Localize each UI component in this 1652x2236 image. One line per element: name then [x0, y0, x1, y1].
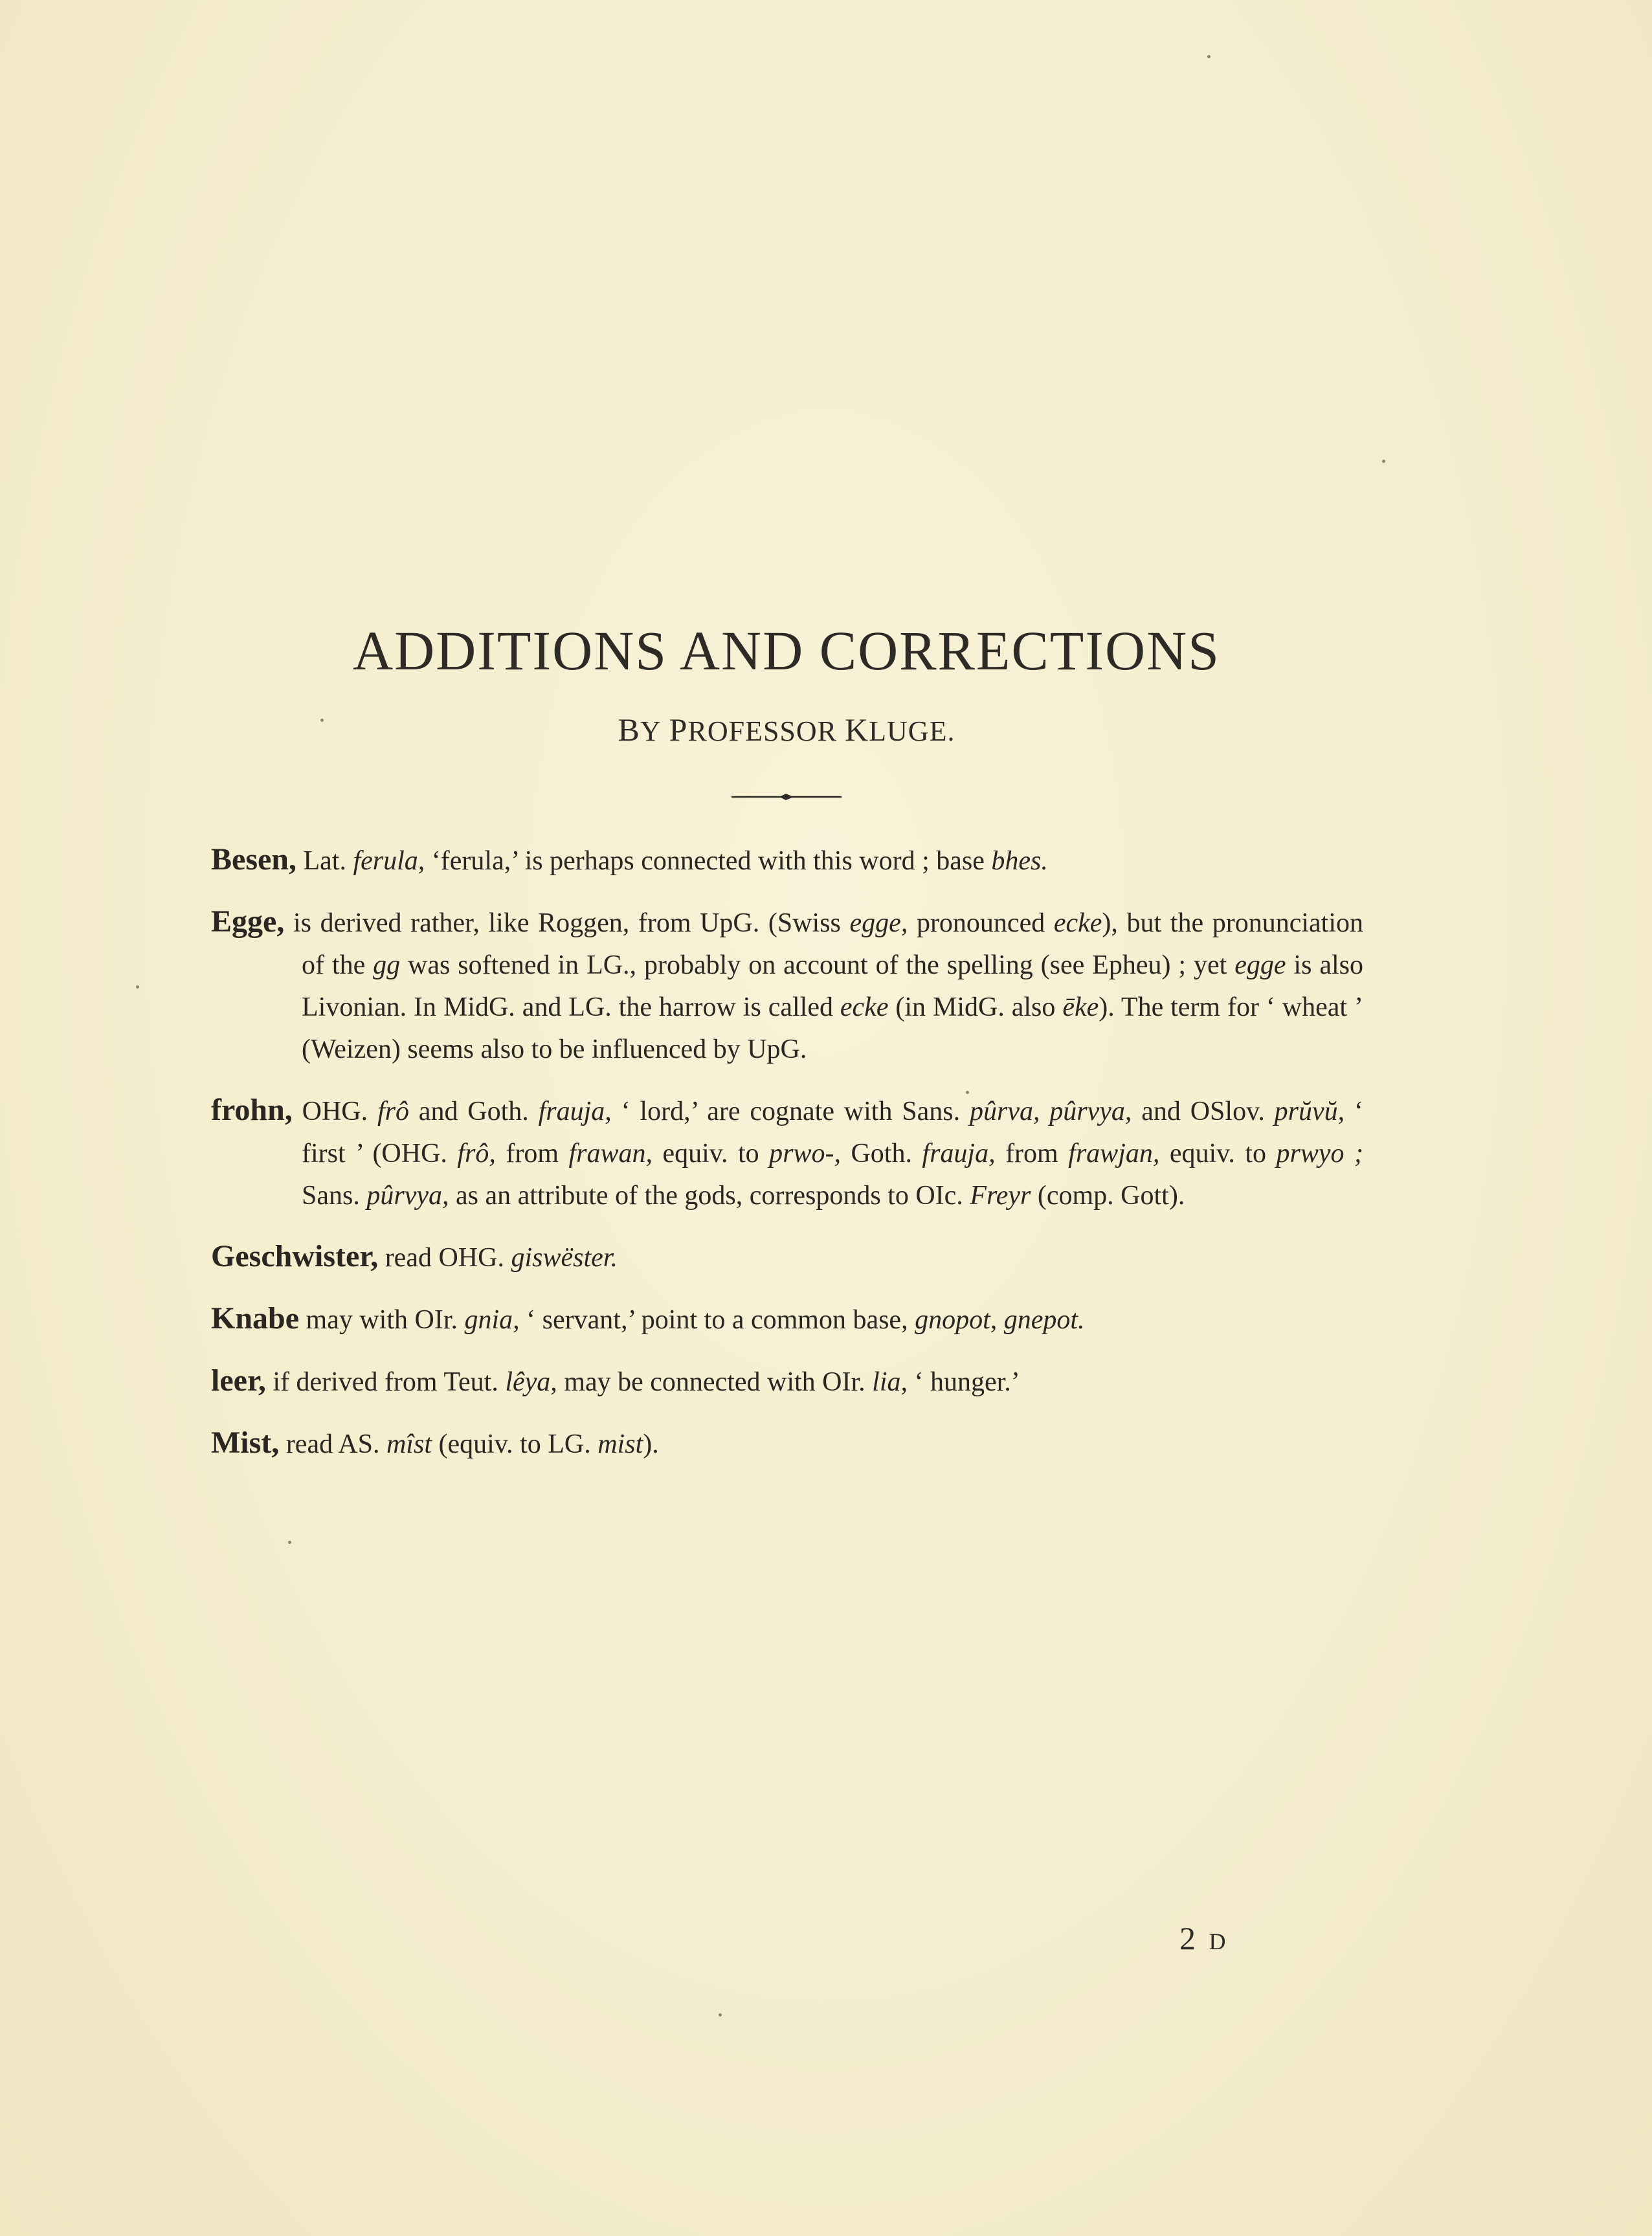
entry-headword: Egge, [211, 904, 285, 939]
paper-speck [719, 2013, 722, 2017]
entry-headword: Geschwister, [211, 1239, 379, 1273]
paper-speck [1382, 460, 1385, 463]
entry-italic-text: ecke [1053, 908, 1102, 938]
page-number: 2 [1179, 1920, 1198, 1956]
entry-text: may be connected with OIr. [557, 1367, 873, 1397]
entry-text: was softened in LG., probably on account of the spelling (see Epheu) ; yet [400, 950, 1235, 980]
byline-by-rest: Y [640, 715, 662, 747]
entry-text: equiv. to [653, 1139, 770, 1168]
byline-p-initial: P [669, 711, 688, 748]
entry-headword: frohn, [211, 1093, 293, 1127]
entry-headword: Mist, [211, 1425, 280, 1460]
entry-text: ‘ferula,’ is perhaps connected with this word ; base [425, 846, 992, 876]
entry-text: and Goth. [408, 1097, 539, 1126]
entry-italic-text: prwyo ; [1276, 1139, 1363, 1168]
paper-speck [966, 1091, 969, 1094]
entry-italic-text: gnia, [464, 1305, 520, 1335]
entry-text: ‘ hunger.’ [908, 1367, 1020, 1397]
entry [211, 1089, 1363, 1217]
folio [1179, 1919, 1229, 1957]
entry-italic-text: egge, [849, 908, 908, 938]
entry-text: ‘ first ’ (OHG. [302, 1097, 1363, 1168]
paper-speck [320, 719, 324, 722]
byline-by-initial: B [618, 711, 640, 748]
entry-italic-text: lia, [872, 1367, 908, 1397]
entry-italic-text: lêya, [505, 1367, 557, 1397]
entry-text: OHG. [292, 1097, 377, 1126]
entry-headword: leer, [211, 1363, 266, 1398]
entry-text: (in MidG. also [888, 992, 1063, 1022]
entry-text: read AS. [279, 1429, 386, 1459]
entry-italic-text: egge [1234, 950, 1286, 980]
ornament-rule [731, 793, 842, 801]
entry-text: pronounced [908, 908, 1054, 938]
entry-text: read OHG. [378, 1243, 511, 1273]
entry-italic-text: frawan, [568, 1139, 653, 1168]
entry-text: is derived rather, like Roggen, from UpG. (Swiss [284, 908, 850, 938]
byline [0, 711, 1573, 748]
paper-speck [1207, 55, 1211, 58]
entry-italic-text: mîst [386, 1429, 432, 1459]
entry-text: ‘ servant,’ point to a common base, [519, 1305, 915, 1335]
entry-text: ). [643, 1429, 659, 1459]
entry-italic-text: frauja, [538, 1097, 612, 1126]
entry-text: equiv. to [1159, 1139, 1277, 1168]
paper-speck [288, 1541, 291, 1544]
signature-mark: D [1209, 1929, 1229, 1954]
entry [211, 1235, 1363, 1279]
entry-headword: Knabe [211, 1301, 300, 1336]
entry-text: ‘ lord,’ are cognate with Sans. [611, 1097, 970, 1126]
entry-italic-text: giswëster. [511, 1243, 618, 1273]
entry-italic-text: ēke [1062, 992, 1099, 1022]
entry-text: Goth. [841, 1139, 922, 1168]
entry-italic-text: pûrva, pûrvya, [969, 1097, 1132, 1126]
entry-italic-text: frô, [457, 1139, 496, 1168]
entry-italic-text: frauja, [922, 1139, 996, 1168]
entry [211, 838, 1363, 882]
entry-text: is also Livonian. In MidG. and LG. the harrow is called [302, 950, 1364, 1022]
entry-italic-text: pûrvya, [366, 1181, 449, 1211]
entry [211, 1297, 1363, 1341]
entry-text: (comp. Gott). [1031, 1181, 1185, 1211]
entry-text: Sans. [302, 1181, 367, 1211]
entry-text: from [495, 1139, 569, 1168]
entry-italic-text: Freyr [970, 1181, 1031, 1211]
entry-italic-text: prwo-, [769, 1139, 841, 1168]
entry-text: (equiv. to LG. [431, 1429, 598, 1459]
entry-text: if derived from Teut. [265, 1367, 506, 1397]
byline-k-rest: LUGE. [869, 715, 955, 747]
entry-italic-text: bhes. [991, 846, 1048, 876]
entry-italic-text: ecke [840, 992, 889, 1022]
entry-italic-text: frawjan, [1068, 1139, 1160, 1168]
entry-italic-text: mist [597, 1429, 643, 1459]
entry-text: as an attribute of the gods, corresponds to OIc. [449, 1181, 970, 1211]
entry [211, 1422, 1363, 1466]
entry [211, 1359, 1363, 1403]
entry-italic-text: ferula, [353, 846, 425, 876]
byline-k-initial: K [845, 711, 869, 748]
entry-text: ), but the pronunciation of the [302, 908, 1363, 980]
entry-text: from [995, 1139, 1069, 1168]
entry [211, 900, 1363, 1071]
byline-p-rest: ROFESSOR [687, 715, 838, 747]
entry-text: may with OIr. [299, 1305, 465, 1335]
entries-list [211, 838, 1363, 1484]
page-title: ADDITIONS AND CORRECTIONS [352, 620, 1221, 682]
paper-speck [136, 985, 139, 989]
entry-text: Lat. [296, 846, 353, 876]
entry-text: and OSlov. [1132, 1097, 1275, 1126]
entry-italic-text: prŭvŭ, [1274, 1097, 1345, 1126]
entry-headword: Besen, [211, 842, 296, 877]
entry-italic-text: frô [377, 1097, 409, 1126]
entry-text: ). The term for ‘ wheat ’ (Weizen) seems also to be influenced by UpG. [302, 992, 1364, 1064]
entry-italic-text: gnopot, gnepot. [915, 1305, 1085, 1335]
entry-italic-text: gg [373, 950, 401, 980]
